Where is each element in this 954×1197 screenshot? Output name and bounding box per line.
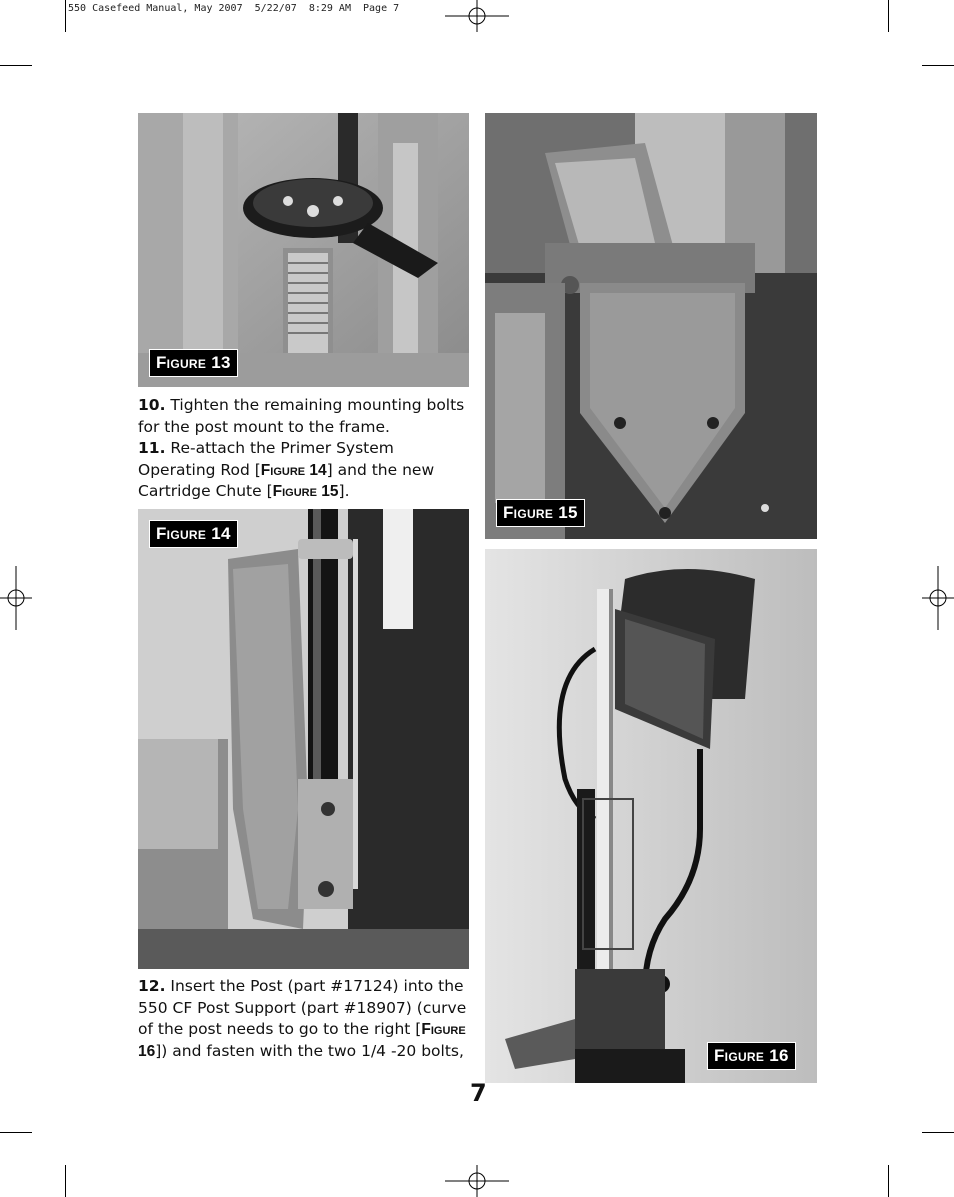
step-10-number: 10. [138, 396, 166, 414]
step-11-number: 11. [138, 439, 166, 458]
step-12-text [138, 976, 468, 1062]
step-12-text-a: Insert the Post (part #17124) into the 550 CF Post Support (part #18907) (curve of the post needs to go to the right [ [138, 977, 467, 1039]
registration-mark-left-icon [0, 566, 32, 630]
step-11-text-a: Re-attach the Primer System Operating Rod [ [138, 439, 394, 479]
crop-mark [922, 1132, 954, 1133]
step-12-figure-16-ref: Figure 16 [138, 1021, 466, 1060]
crop-mark [888, 1165, 889, 1197]
figure-15-label: Figure 15 [496, 499, 585, 527]
step-11-figure-15-ref: Figure 15 [272, 483, 339, 501]
registration-mark-top-icon [445, 0, 509, 32]
figure-14-label: Figure 14 [149, 520, 238, 548]
step-11-text-c: ]. [338, 482, 350, 501]
step-11-figure-14-ref: Figure 14 [260, 461, 327, 479]
figure-16-label: Figure 16 [707, 1042, 796, 1070]
figure-15-photo [485, 113, 817, 539]
figure-13-label: Figure 13 [149, 349, 238, 377]
step-12-number: 12. [138, 977, 166, 995]
step-12-text-b: ]) and fasten with the two 1/4 -20 bolts, [155, 1041, 464, 1060]
crop-mark [65, 1165, 66, 1197]
step-10-11-text [138, 395, 468, 503]
crop-mark [888, 0, 889, 32]
step-11-text-b: ] and the new Cartridge Chute [ [138, 460, 435, 501]
page-number: 7 [470, 1079, 487, 1107]
step-10-text: Tighten the remaining mounting bolts for the post mount to the frame. [138, 396, 465, 436]
registration-mark-right-icon [922, 566, 954, 630]
print-slug: 550 Casefeed Manual, May 2007 5/22/07 8:29 AM Page 7 [68, 3, 400, 14]
crop-mark [922, 65, 954, 66]
figure-13-photo [138, 113, 469, 387]
crop-mark [65, 0, 66, 32]
registration-mark-bottom-icon [445, 1165, 509, 1197]
crop-mark [0, 1132, 32, 1133]
figure-16-photo [485, 549, 817, 1083]
crop-mark [0, 65, 32, 66]
figure-14-photo [138, 509, 469, 969]
